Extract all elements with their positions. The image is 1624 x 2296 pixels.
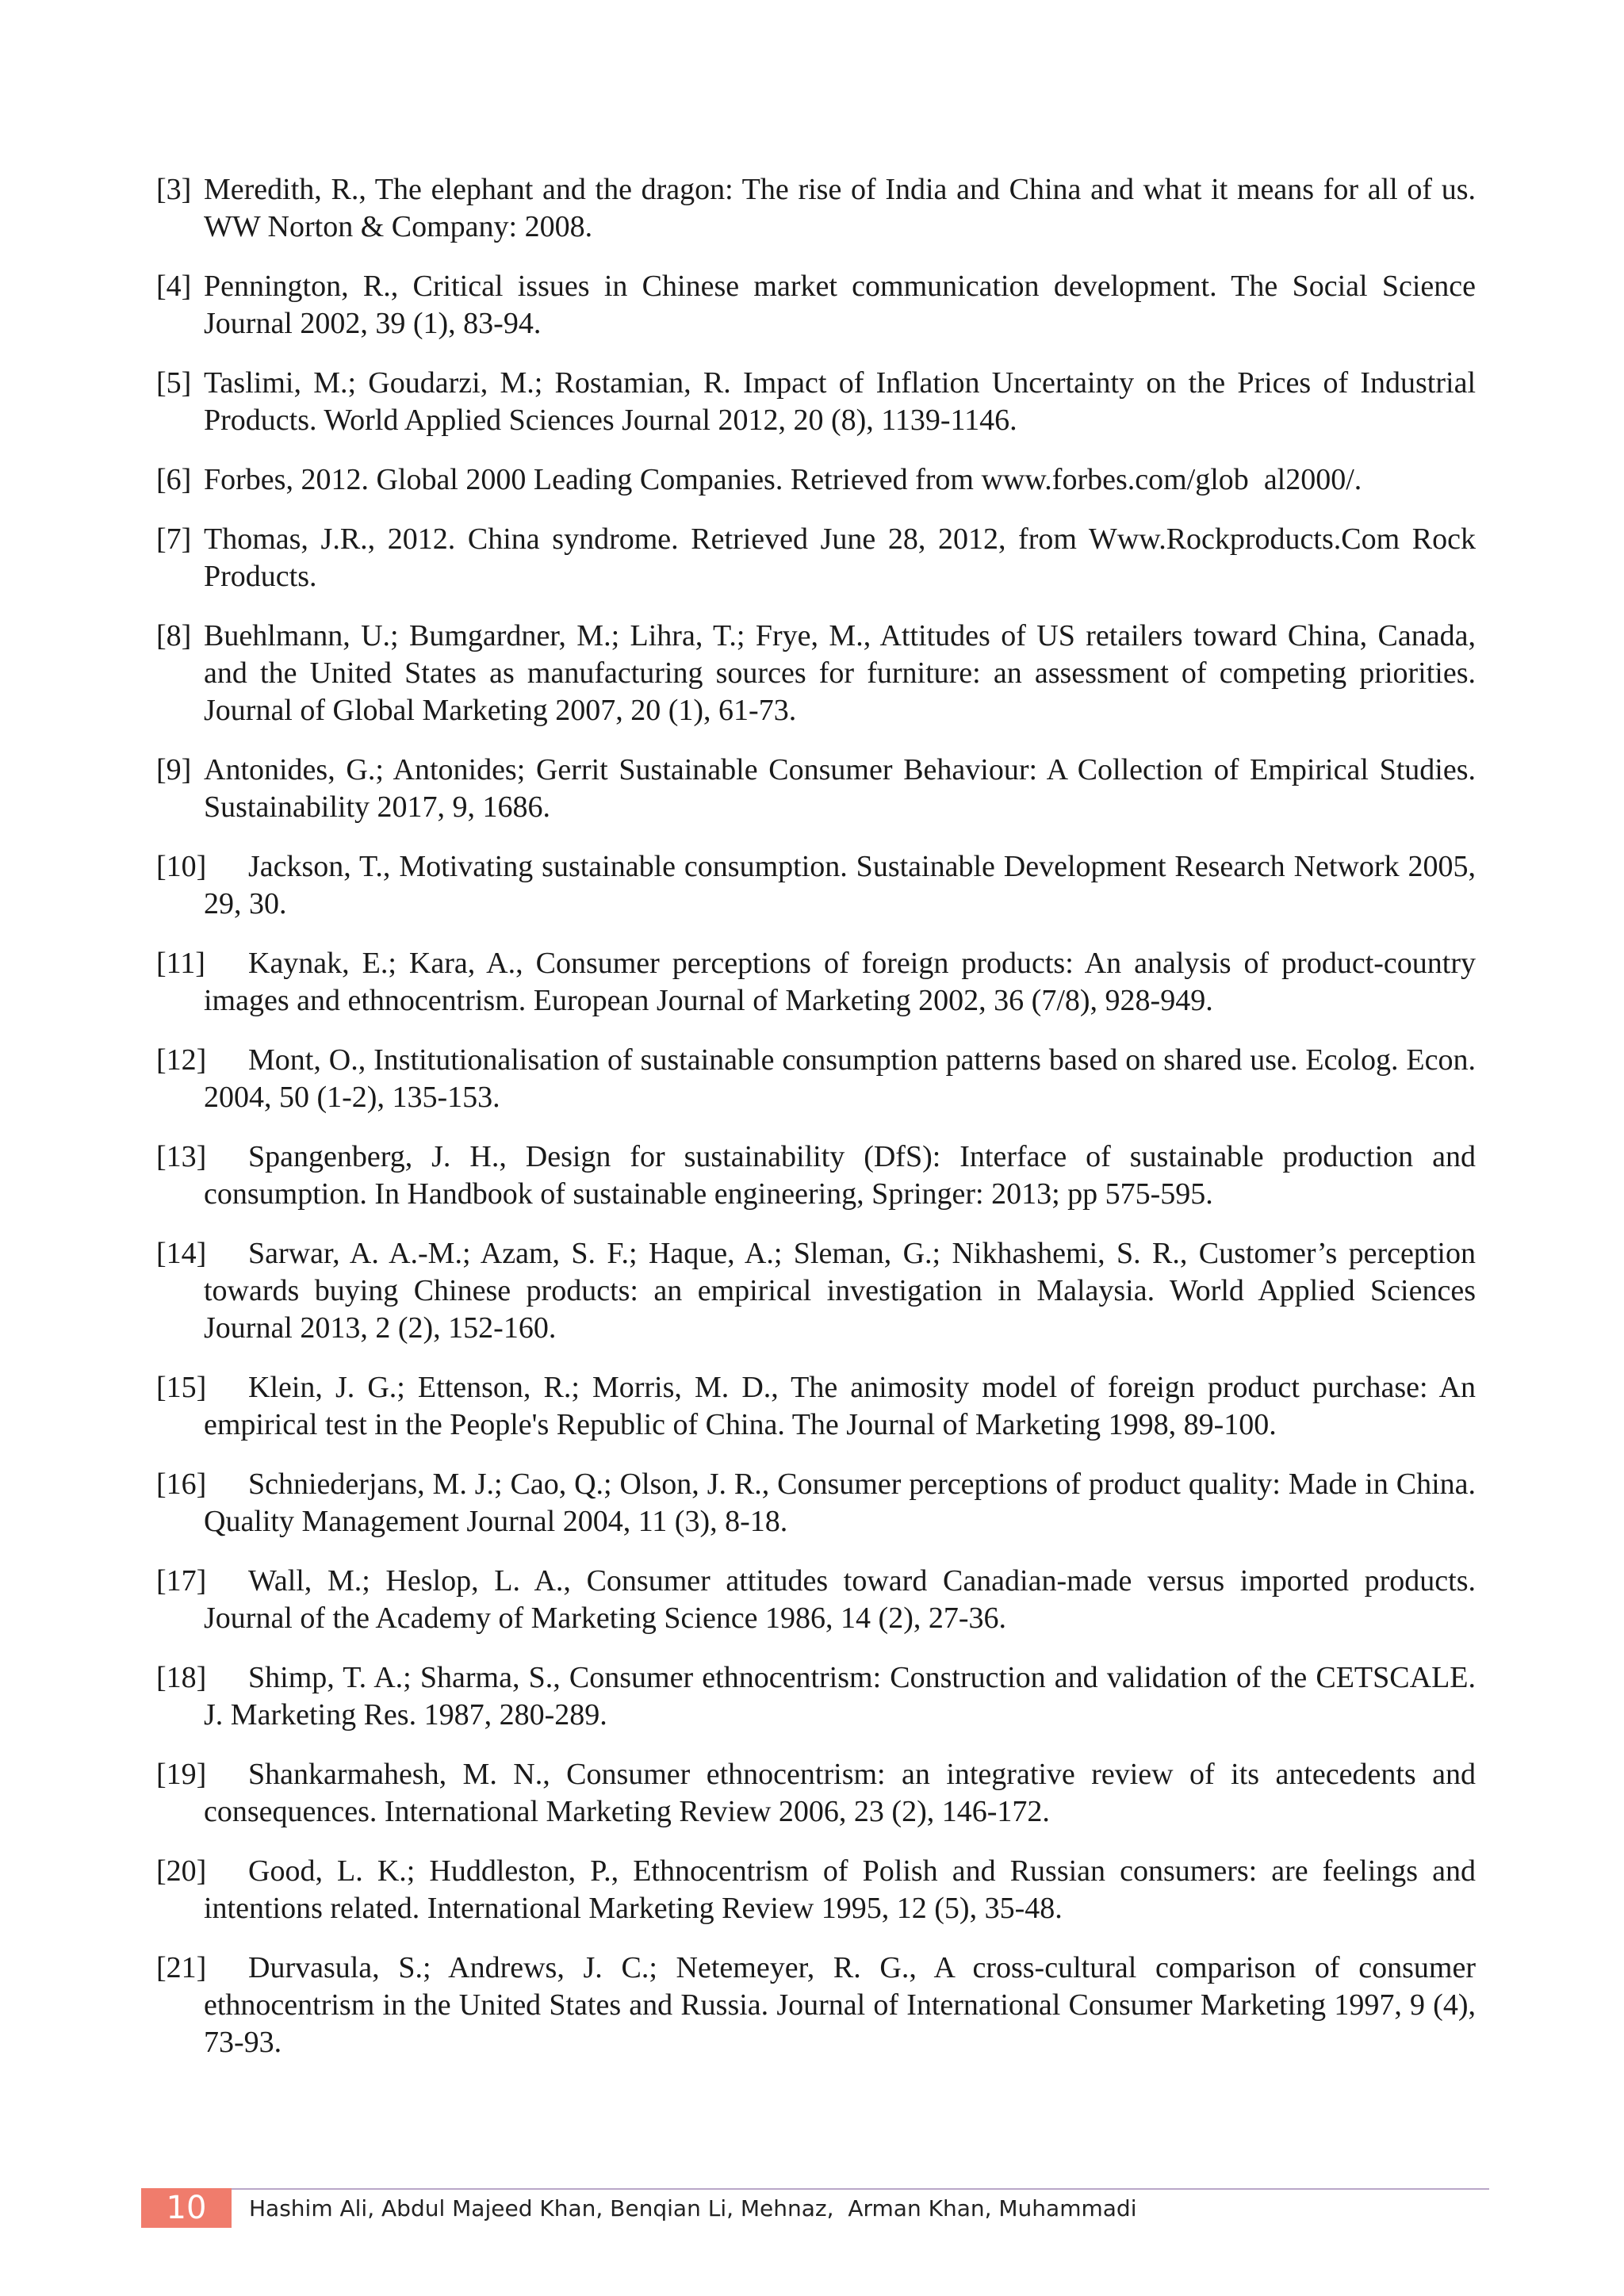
reference-text: Thomas, J.R., 2012. China syndrome. Retrieved June 28, 2012, from Www.Rockproducts.Com Rock Products. xyxy=(204,522,1476,593)
reference-number: [10] xyxy=(156,850,207,883)
reference-number: [15] xyxy=(156,1371,207,1404)
reference-number: [16] xyxy=(156,1468,207,1501)
reference-number: [4] xyxy=(156,270,192,303)
page-number-badge: 10 xyxy=(141,2188,232,2228)
reference-text: Schniederjans, M. J.; Cao, Q.; Olson, J. R., Consumer perceptions of product quality: Made in China. Quality Management Journal 2004, 11 (3), 8-18. xyxy=(204,1468,1476,1538)
reference-item xyxy=(156,945,1476,1020)
reference-item xyxy=(156,521,1476,595)
reference-number: [17] xyxy=(156,1564,207,1598)
reference-text: Good, L. K.; Huddleston, P., Ethnocentrism of Polish and Russian consumers: are feelings and intentions related. International Marketing Review 1995, 12 (5), 35-48. xyxy=(204,1854,1476,1925)
reference-number: [20] xyxy=(156,1854,207,1888)
reference-text: Shankarmahesh, M. N., Consumer ethnocentrism: an integrative review of its antecedents and consequences. International Marketing Review 2006, 23 (2), 146-172. xyxy=(204,1758,1476,1828)
reference-text: Pennington, R., Critical issues in Chinese market communication development. The Social Science Journal 2002, 39 (1), 83-94. xyxy=(204,270,1476,340)
reference-text: Forbes, 2012. Global 2000 Leading Companies. Retrieved from xyxy=(204,463,982,496)
reference-item xyxy=(156,268,1476,342)
page-footer xyxy=(141,2182,1489,2233)
reference-item xyxy=(156,1369,1476,1444)
reference-item xyxy=(156,1042,1476,1116)
reference-item xyxy=(156,365,1476,439)
reference-number: [6] xyxy=(156,463,192,496)
reference-url-link[interactable]: www.forbes.com/glob xyxy=(981,463,1249,496)
reference-text: Spangenberg, J. H., Design for sustainability (DfS): Interface of sustainable production and consumption. In Handbook of sustainable engineering, Springer: 2013; pp 575-595. xyxy=(204,1140,1476,1211)
reference-text: Meredith, R., The elephant and the dragon: The rise of India and China and what it means for all of us. WW Norton & Company: 2008. xyxy=(204,173,1476,243)
reference-number: [19] xyxy=(156,1758,207,1791)
reference-item xyxy=(156,848,1476,923)
reference-number: [8] xyxy=(156,619,192,652)
reference-number: [5] xyxy=(156,366,192,400)
reference-item xyxy=(156,1659,1476,1734)
footer-authors: Hashim Ali, Abdul Majeed Khan, Benqian Li, Mehnaz, Arman Khan, Muhammadi xyxy=(249,2195,1137,2221)
reference-text: Buehlmann, U.; Bumgardner, M.; Lihra, T.; Frye, M., Attitudes of US retailers toward China, Canada, and the United States as manufacturing sources for furniture: an assessment of competing priorities. Journal of Global Marketing 2007, 20 (1), 61-73. xyxy=(204,619,1476,727)
reference-number: [7] xyxy=(156,522,192,556)
reference-item xyxy=(156,461,1476,499)
reference-item xyxy=(156,1563,1476,1637)
reference-number: [9] xyxy=(156,753,192,786)
reference-number: [18] xyxy=(156,1661,207,1694)
reference-text: Durvasula, S.; Andrews, J. C.; Netemeyer, R. G., A cross-cultural comparison of consumer ethnocentrism in the United States and Russia. Journal of International Consumer Marketing 1997, 9 (4), 73-93. xyxy=(204,1951,1476,2059)
footer-divider xyxy=(228,2188,1489,2190)
reference-number: [14] xyxy=(156,1237,207,1270)
reference-item xyxy=(156,752,1476,826)
reference-item xyxy=(156,1138,1476,1213)
reference-text: Shimp, T. A.; Sharma, S., Consumer ethnocentrism: Construction and validation of the CETSCALE. J. Marketing Res. 1987, 280-289. xyxy=(204,1661,1476,1732)
reference-item xyxy=(156,618,1476,729)
reference-item xyxy=(156,1756,1476,1831)
reference-item xyxy=(156,1853,1476,1927)
reference-text: Wall, M.; Heslop, L. A., Consumer attitudes toward Canadian-made versus imported products. Journal of the Academy of Marketing Science 1986, 14 (2), 27-36. xyxy=(204,1564,1476,1635)
reference-item xyxy=(156,1950,1476,2061)
reference-text: Antonides, G.; Antonides; Gerrit Sustainable Consumer Behaviour: A Collection of Empirical Studies. Sustainability 2017, 9, 1686. xyxy=(204,753,1476,824)
reference-url-tail: al2000/. xyxy=(1248,463,1362,496)
reference-list xyxy=(156,171,1476,2084)
reference-item xyxy=(156,1235,1476,1347)
reference-text: Taslimi, M.; Goudarzi, M.; Rostamian, R. Impact of Inflation Uncertainty on the Prices of Industrial Products. World Applied Sciences Journal 2012, 20 (8), 1139-1146. xyxy=(204,366,1476,437)
reference-text: Jackson, T., Motivating sustainable consumption. Sustainable Development Research Network 2005, 29, 30. xyxy=(204,850,1476,920)
reference-number: [3] xyxy=(156,173,192,206)
reference-item xyxy=(156,171,1476,246)
reference-number: [12] xyxy=(156,1043,207,1077)
reference-number: [11] xyxy=(156,947,205,980)
reference-number: [21] xyxy=(156,1951,207,1984)
reference-text: Kaynak, E.; Kara, A., Consumer perceptions of foreign products: An analysis of product-country images and ethnocentrism. European Journal of Marketing 2002, 36 (7/8), 928-949. xyxy=(204,947,1476,1017)
reference-number: [13] xyxy=(156,1140,207,1173)
reference-text: Mont, O., Institutionalisation of sustainable consumption patterns based on shared use. Ecolog. Econ. 2004, 50 (1-2), 135-153. xyxy=(204,1043,1476,1114)
reference-item xyxy=(156,1466,1476,1540)
reference-text: Klein, J. G.; Ettenson, R.; Morris, M. D., The animosity model of foreign product purchase: An empirical test in the People's Republic of China. The Journal of Marketing 1998, 89-100. xyxy=(204,1371,1476,1441)
reference-text: Sarwar, A. A.-M.; Azam, S. F.; Haque, A.; Sleman, G.; Nikhashemi, S. R., Customer’s perception towards buying Chinese products: an empirical investigation in Malaysia. World Applied Sciences Journal 2013, 2 (2), 152-160. xyxy=(204,1237,1476,1345)
